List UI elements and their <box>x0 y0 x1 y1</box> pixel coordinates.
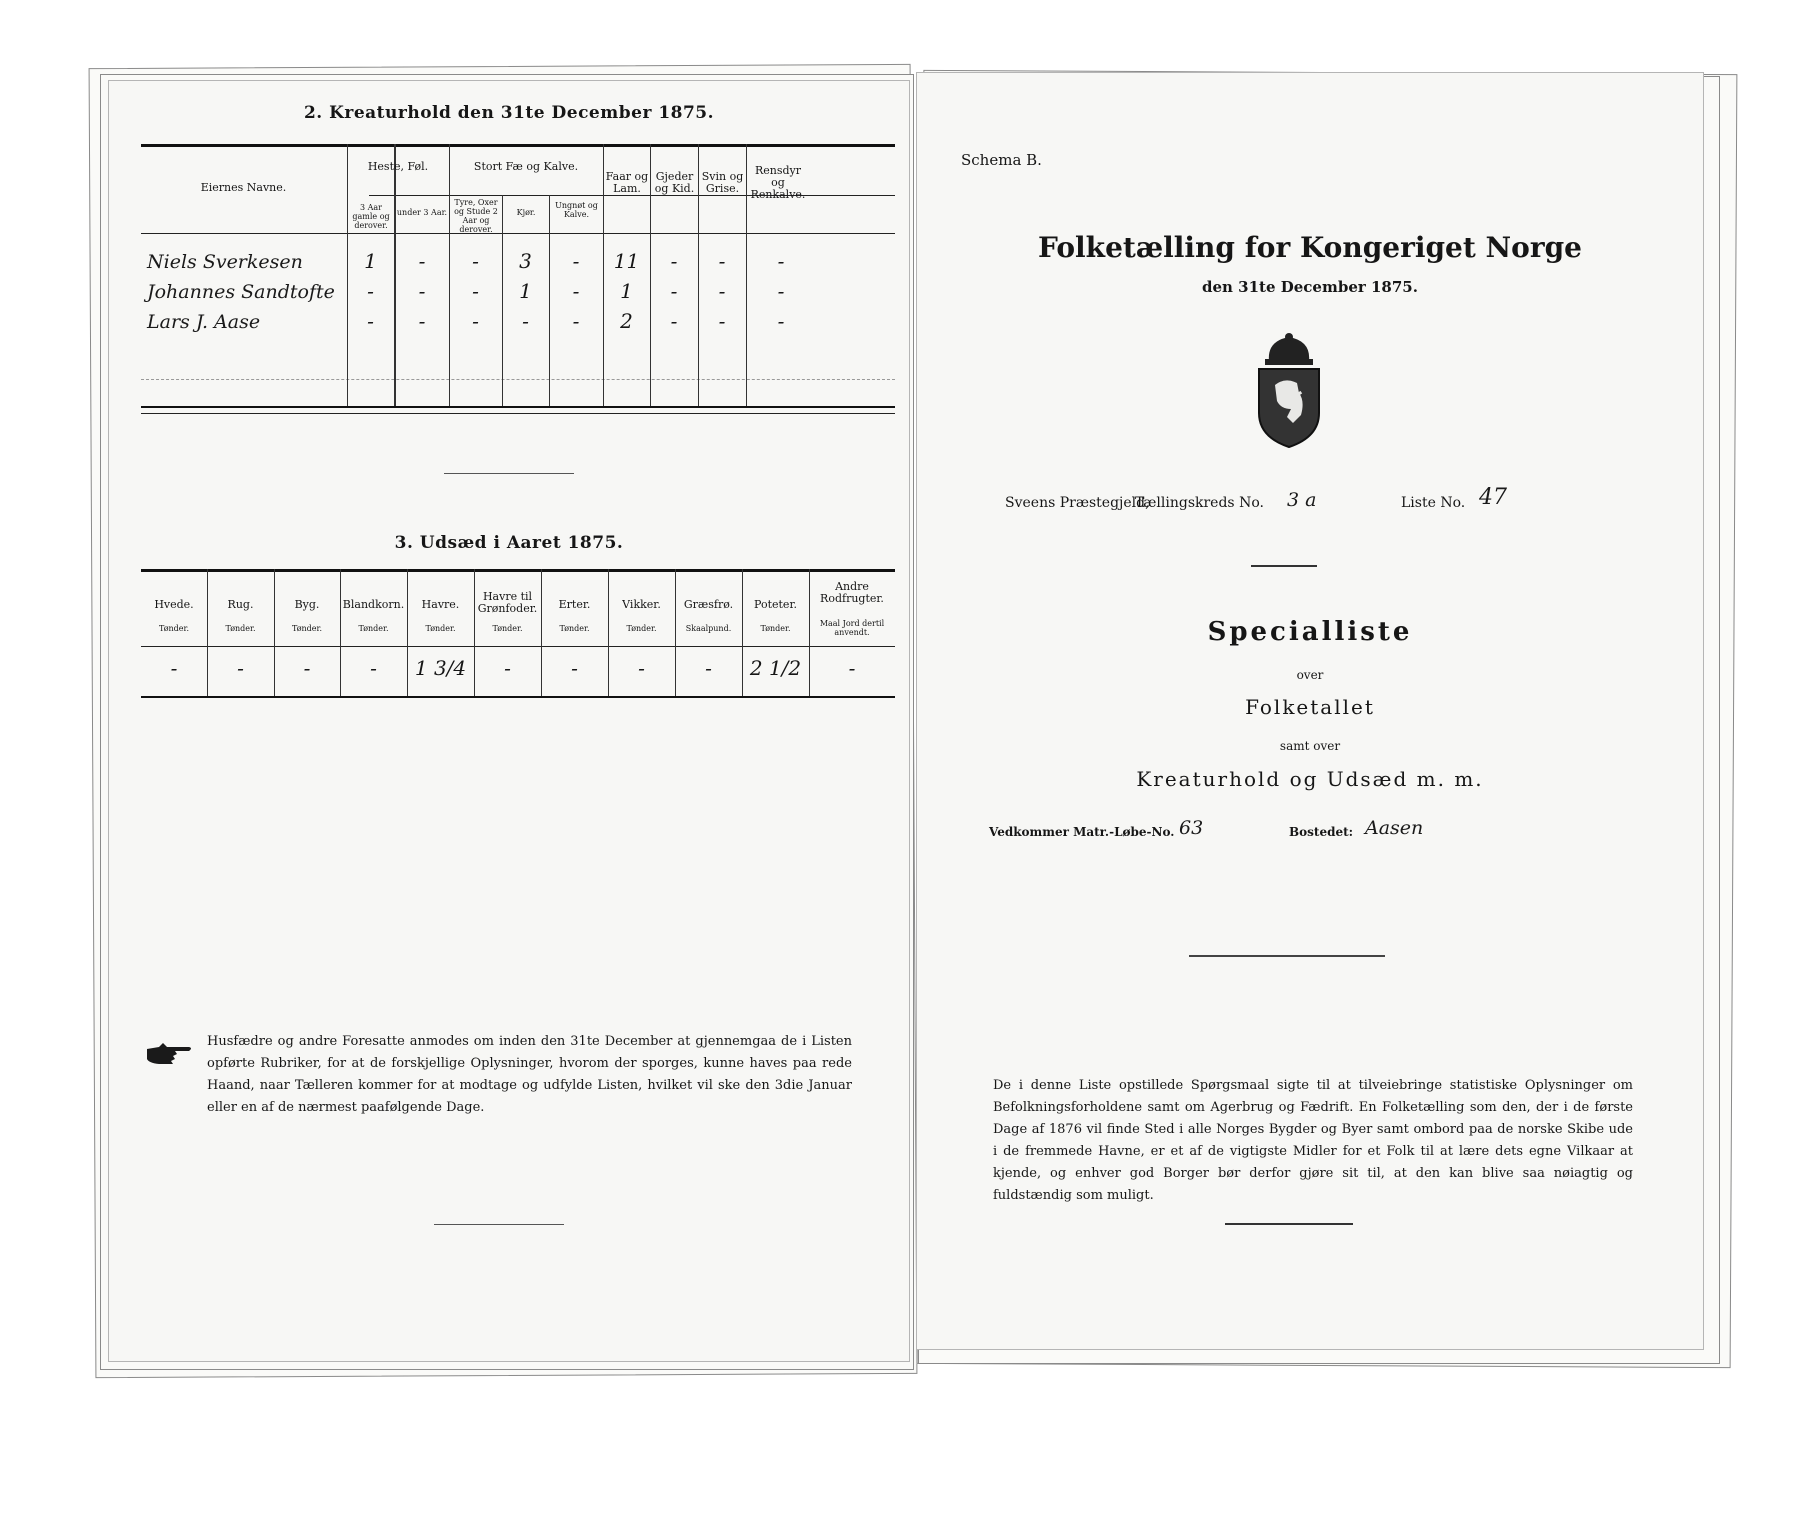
table-cell: - <box>670 249 678 273</box>
seed-col-header: Græsfrø. <box>683 598 734 611</box>
table-cell: - <box>367 309 374 333</box>
seed-col-unit: Tønder. <box>225 624 256 633</box>
table-cell: - <box>777 249 785 273</box>
parish-label: Sveens Præstegjeld, <box>1005 495 1150 511</box>
seed-value: - <box>571 656 578 680</box>
divider <box>1189 955 1385 957</box>
sheep-header: Faar og Lam. <box>605 170 649 195</box>
horses-young-header: under 3 Aar. <box>396 208 448 217</box>
divider <box>444 473 574 474</box>
table-cell: - <box>367 279 374 303</box>
seed-col-header: Erter. <box>558 598 591 611</box>
table-cell: - <box>572 249 580 273</box>
pointing-hand-icon <box>145 1041 195 1067</box>
seed-col-unit: Tønder. <box>559 624 590 633</box>
table-cell: 3 <box>519 249 532 273</box>
over-text: over <box>1296 668 1324 682</box>
seed-col-header: Andre Rodfrugter. <box>820 580 884 605</box>
divider <box>1251 565 1317 567</box>
table-cell: 2 <box>620 309 633 333</box>
seed-col-header: Havre til Grønfoder. <box>477 590 538 615</box>
table-cell: - <box>670 309 678 333</box>
table-cell: - <box>718 309 726 333</box>
subject-line: Kreaturhold og Udsæd m. m. <box>1136 767 1484 791</box>
reindeer-header: Rensdyr og Renkalve. <box>750 164 806 201</box>
seed-col-header: Blandkorn. <box>342 598 405 611</box>
seed-value: - <box>848 656 856 680</box>
tally-label: Tællingskreds No. <box>1135 495 1264 511</box>
seed-col-header: Hvede. <box>154 598 194 611</box>
main-title: Folketælling for Kongeriget Norge <box>1038 231 1582 264</box>
table-cell: - <box>670 279 678 303</box>
table-cell: 1 <box>620 279 633 303</box>
table-cell: - <box>418 279 426 303</box>
seed-value: - <box>705 656 712 680</box>
bulls-header: Tyre, Oxer og Stude 2 Aar og derover. <box>454 198 498 234</box>
seed-col-header: Poteter. <box>754 598 797 611</box>
table-cell: - <box>472 309 479 333</box>
date-line: den 31te December 1875. <box>1202 278 1418 296</box>
table-cell: - <box>718 279 726 303</box>
pigs-header: Svin og Grise. <box>701 170 744 195</box>
horses-old-header: 3 Aar gamle og derover. <box>352 203 390 230</box>
seed-col-unit: Tønder. <box>425 624 456 633</box>
goats-header: Gjeder og Kid. <box>654 170 695 195</box>
seed-col-header: Havre. <box>421 598 460 611</box>
seed-col-unit: Tønder. <box>760 624 791 633</box>
seed-value: - <box>170 656 178 680</box>
list-value: 47 <box>1479 485 1507 510</box>
owner-name: Niels Sverkesen <box>147 251 303 273</box>
special-title: Specialliste <box>1207 617 1413 647</box>
divider <box>1225 1223 1353 1225</box>
table-cell: - <box>572 279 580 303</box>
table-cell: 11 <box>613 249 640 273</box>
seed-value: - <box>303 656 311 680</box>
seed-value: 1 3/4 <box>414 656 467 680</box>
seed-col-unit: Tønder. <box>626 624 657 633</box>
table-cell: - <box>418 309 426 333</box>
seed-col-unit: Tønder. <box>291 624 323 633</box>
owner-name: Johannes Sandtofte <box>147 281 335 303</box>
seed-col-header: Byg. <box>294 598 320 611</box>
table-cell: - <box>718 249 726 273</box>
place-value: Aasen <box>1365 817 1424 839</box>
table-cell: - <box>418 249 426 273</box>
section3-title: 3. Udsæd i Aaret 1875. <box>394 533 624 553</box>
schema-label: Schema B. <box>961 151 1042 169</box>
right-page <box>916 72 1704 1350</box>
seed-col-unit: Maal Jord dertil anvendt. <box>819 619 885 637</box>
seed-value: - <box>370 656 377 680</box>
notice-text: Husfædre og andre Foresatte anmodes om inden den 31te December at gjennemgaa de i Listen opførte Rubriker, for at de forskjellige Oplysninger, hvorom der sporges, kunne haves paa rede Haand, naar Tælleren kommer for at modtage og udfylde Listen, hvilket vil ske den 3die Januar eller en af de nærmest paafølgende Dage. <box>207 1034 852 1115</box>
place-label: Bostedet: <box>1289 825 1354 839</box>
seed-value: - <box>638 656 645 680</box>
seed-col-unit: Tønder. <box>492 624 523 633</box>
owner-header: Eiernes Navne. <box>200 181 287 194</box>
seed-col-unit: Skaalpund. <box>685 624 732 633</box>
horses-header: Heste, Føl. <box>367 160 429 173</box>
divider <box>434 1224 564 1225</box>
seed-value: - <box>237 656 244 680</box>
table-cell: - <box>472 279 479 303</box>
cows-header: Kjør. <box>516 208 536 217</box>
seed-col-header: Vikker. <box>622 598 661 611</box>
seed-col-unit: Tønder. <box>358 624 389 633</box>
samt-over-text: samt over <box>1279 739 1341 753</box>
table-cell: - <box>572 309 580 333</box>
table-cell: - <box>777 309 785 333</box>
table-cell: 1 <box>364 249 377 273</box>
table-cell: 1 <box>519 279 532 303</box>
table-cell: - <box>472 249 479 273</box>
table-cell: - <box>777 279 785 303</box>
seed-value: - <box>504 656 511 680</box>
purpose-text: De i denne Liste opstillede Spørgsmaal sigte til at tilveiebringe statistiske Oplysninger om Befolkningsforholdene samt om Agerbrug og Fædrift. En Folketælling som den, der i de første Dage af 1876 vil finde Sted i alle Norges Bygder og Byer samt ombord paa de norske Skibe ude i de fremmede Havne, er et af de vigtigste Midler for et Folk til at lære dets egne Vilkaar at kjende, og enhver god Borger bør derfor gjøre sit til, at den kan blive saa nøiagtig og fuldstændig som muligt. <box>993 1078 1633 1203</box>
list-label: Liste No. <box>1401 495 1466 511</box>
cattle-header: Stort Fæ og Kalve. <box>473 160 579 173</box>
seed-col-unit: Tønder. <box>158 624 190 633</box>
census-word: Folketallet <box>1245 695 1375 719</box>
norwegian-lion-crest-icon <box>1247 331 1331 449</box>
young-cattle-header: Ungnøt og Kalve. <box>555 201 598 219</box>
table-cell: - <box>522 309 529 333</box>
section2-title: 2. Kreaturhold den 31te December 1875. <box>303 103 715 123</box>
owner-name: Lars J. Aase <box>147 311 261 333</box>
tally-value: 3 a <box>1287 489 1317 511</box>
matr-value: 63 <box>1179 817 1204 839</box>
left-page <box>108 80 910 1362</box>
seed-col-header: Rug. <box>227 598 254 611</box>
seed-value: 2 1/2 <box>749 656 802 680</box>
matr-label: Vedkommer Matr.-Løbe-No. <box>989 825 1175 839</box>
